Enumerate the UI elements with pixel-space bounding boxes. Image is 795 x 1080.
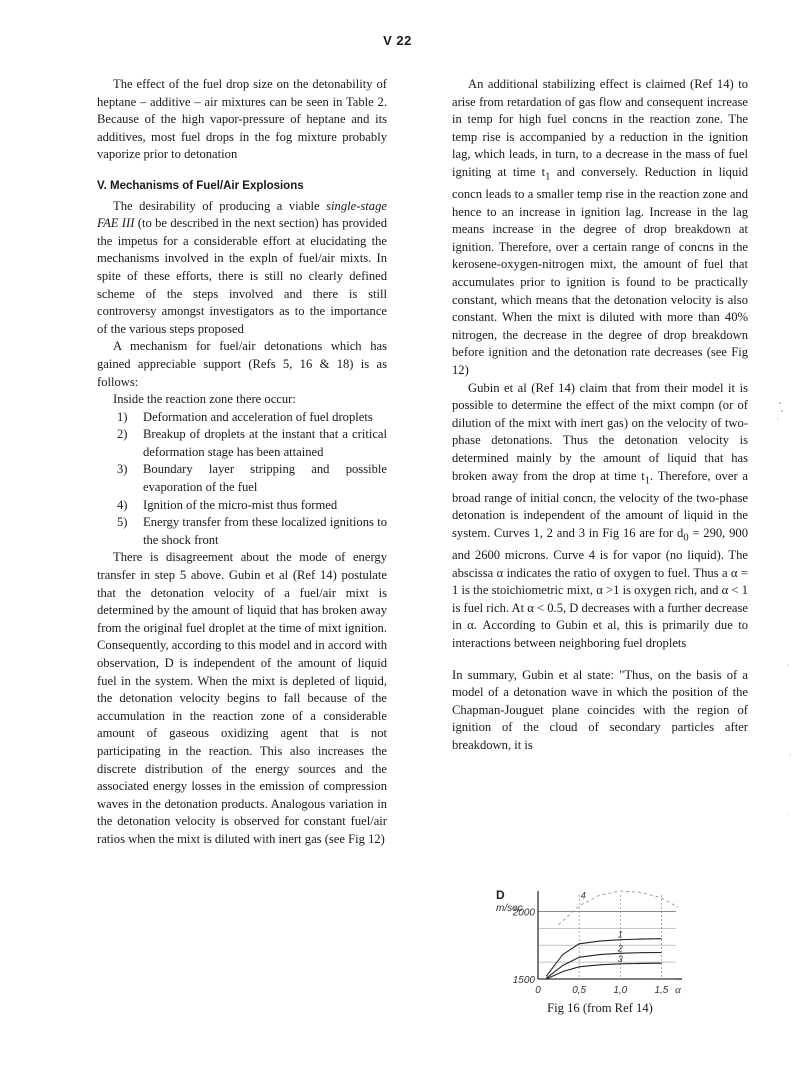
page-header: V 22 <box>383 33 412 48</box>
step-text: Energy transfer from these localized ignitions to the shock front <box>143 515 387 547</box>
gubin-paragraph <box>452 380 748 653</box>
grid-lines <box>538 895 676 979</box>
mechanisms-paragraph <box>97 198 387 339</box>
gubin-text-a: Gubin et al (Ref 14) claim that from their model it is possible to determine the effect of the mixt compn (or of dilution of the mixt with inert gas) on the velocity of two-phase detonations. Thus the detonation velocity is determined mainly by the amount of liquid that has broken away from the drop at time t <box>452 380 748 483</box>
stabilizing-text-b: and conversely. Reduction in liquid concn leads to a smaller temp rise in the reaction zone and hence to an increase in ignition lag. Increase in the lag means increase in the degree of drop breakdown at ignition. Therefore, over a certain range of concns in the kerosene-oxygen-nitrogen mixt, the amount of fuel that accumulates prior to ignition is found to be practically constant, which means that the detonation velocity is also constant. When the mixt is diluted with more than 40% nitrogen, the decrease in the degree of drop breakdown before ignition and the detonation rate decreases (see Fig 12) <box>452 164 748 378</box>
mechanisms-text-b: (to be described in the next section) has provided the impetus for a considerable effort at elucidating the mechanisms involved in the expln of fuel/air mixts. In spite of these efforts, there is still no clearly defined scheme of the steps involved and there is still controversy amongst investigators as to the importance of the various steps proposed <box>97 216 387 336</box>
summary-paragraph: In summary, Gubin et al state: "Thus, on the basis of a model of a detonation wave in which the position of the Chapman-Jouguet plane coincides with the region of ignition of the cloud of secondary particles after breakdown, it is <box>452 667 748 752</box>
step-item <box>97 497 387 515</box>
y-tick-label: 2000 <box>512 907 535 919</box>
subscript-1: 1 <box>644 475 651 487</box>
support-paragraph: A mechanism for fuel/air detonations which has gained appreciable support (Refs 5, 16 & 18) is as follows: <box>97 339 387 389</box>
right-column <box>452 76 748 755</box>
step-number: 1) <box>117 409 128 424</box>
series-label-1: 1 <box>617 929 623 940</box>
step-text: Ignition of the micro-mist thus formed <box>143 497 338 512</box>
y-tick-label: 1500 <box>512 975 535 986</box>
stabilizing-text-a: An additional stabilizing effect is claimed (Ref 14) to arise from retardation of gas flow and consequent increase in temp for high fuel concns in the reaction zone. The temp rise is accompanied by a reduction in the ignition lag, which leads, in turn, to a decrease in the mass of fuel igniting at time t <box>452 77 748 179</box>
series-label-2: 2 <box>617 943 623 954</box>
step-number: 2) <box>117 427 128 442</box>
step-item <box>97 426 387 461</box>
step-number: 4) <box>117 497 128 512</box>
subscript-0: 0 <box>683 532 689 544</box>
series-line-1 <box>546 939 661 977</box>
y-axis-unit: m/sec <box>496 903 523 914</box>
series-label-3: 3 <box>617 953 623 964</box>
fae-term: single-stage FAE III <box>97 198 387 231</box>
section-heading: V. Mechanisms of Fuel/Air Explosions <box>97 179 304 192</box>
series-group <box>546 890 678 979</box>
disagreement-paragraph: There is disagreement about the mode of energy transfer in step 5 above. Gubin et al (Ref 14) postulate that the detonation velocity of a fuel/air mixt is determined by the amount of liquid that has broken away from the original fuel droplet at the time of mixt ignition. Consequently, according to this model and in accord with observation, D is independent of the amount of liquid fuel in the system. When the mixt is depleted of liquid, the detonation velocity begins to fall because of the accumulation in the reaction zone of a considerable amount of gaseous oxidizing agent that is not participating in the reaction. This also increases the discrete distribution of the energy sources and the associated energy losses in the emission of compression waves in the detonation products. Analogous variation in the detonation velocity is observed for constant fuel/air ratios when the mixt is diluted with inert gas (see Fig 12) <box>97 550 387 846</box>
tick-labels <box>512 907 681 996</box>
step-item <box>97 514 387 549</box>
series-label-4: 4 <box>580 890 586 901</box>
step-text: Boundary layer stripping and possible evaporation of the fuel <box>143 462 387 495</box>
figure-caption: Fig 16 (from Ref 14) <box>547 1001 653 1015</box>
series-line-2 <box>546 953 661 979</box>
step-number: 5) <box>117 515 128 530</box>
left-column <box>97 76 387 849</box>
step-number: 3) <box>117 462 128 477</box>
fig16-chart <box>486 885 696 997</box>
y-axis-label: D <box>496 888 505 902</box>
series-line-4 <box>559 891 678 925</box>
x-axis-label: α <box>675 984 681 996</box>
mechanisms-text-a: The desirability of producing a viable <box>113 198 327 213</box>
step-text: Deformation and acceleration of fuel droplets <box>143 409 373 424</box>
x-tick-label: 0,5 <box>572 985 587 996</box>
step-text: Breakup of droplets at the instant that a critical deformation stage has been attained <box>143 427 387 459</box>
x-tick-label: 1,0 <box>613 985 628 996</box>
subscript-1: 1 <box>545 171 551 183</box>
step-item <box>97 409 387 427</box>
reaction-zone-intro: Inside the reaction zone there occur: <box>113 392 296 407</box>
scan-specks <box>770 395 794 875</box>
gubin-text-b: . Therefore, over a broad range of initial concn, the velocity of the two-phase detonation is independent of the amount of liquid in the system. Curves 1, 2 and 3 in Fig 16 are for d <box>452 468 748 540</box>
stabilizing-paragraph <box>452 76 748 380</box>
step-item <box>97 461 387 496</box>
intro-paragraph: The effect of the fuel drop size on the detonability of heptane – additive – air mixtures can be seen in Table 2. Because of the high vapor-pressure of heptane and its additives, most fuel drops in the fog mixture probably vaporize prior to detonation <box>97 77 387 162</box>
gubin-text-c: = 290, 900 and 2600 microns. Curve 4 is for vapor (no liquid). The abscissa α indicates the ratio of oxygen to fuel. Thus a α = 1 is the stoichiometric mixt, α >1 is oxygen rich, and α < 1 is fuel rich. At α < 0.5, D decreases with a further decrease in α. According to Gubin et al, this is primarily due to interactions between neighboring fuel droplets <box>452 525 748 650</box>
x-tick-label: 1,5 <box>654 985 669 996</box>
x-tick-label: 0 <box>535 985 541 996</box>
